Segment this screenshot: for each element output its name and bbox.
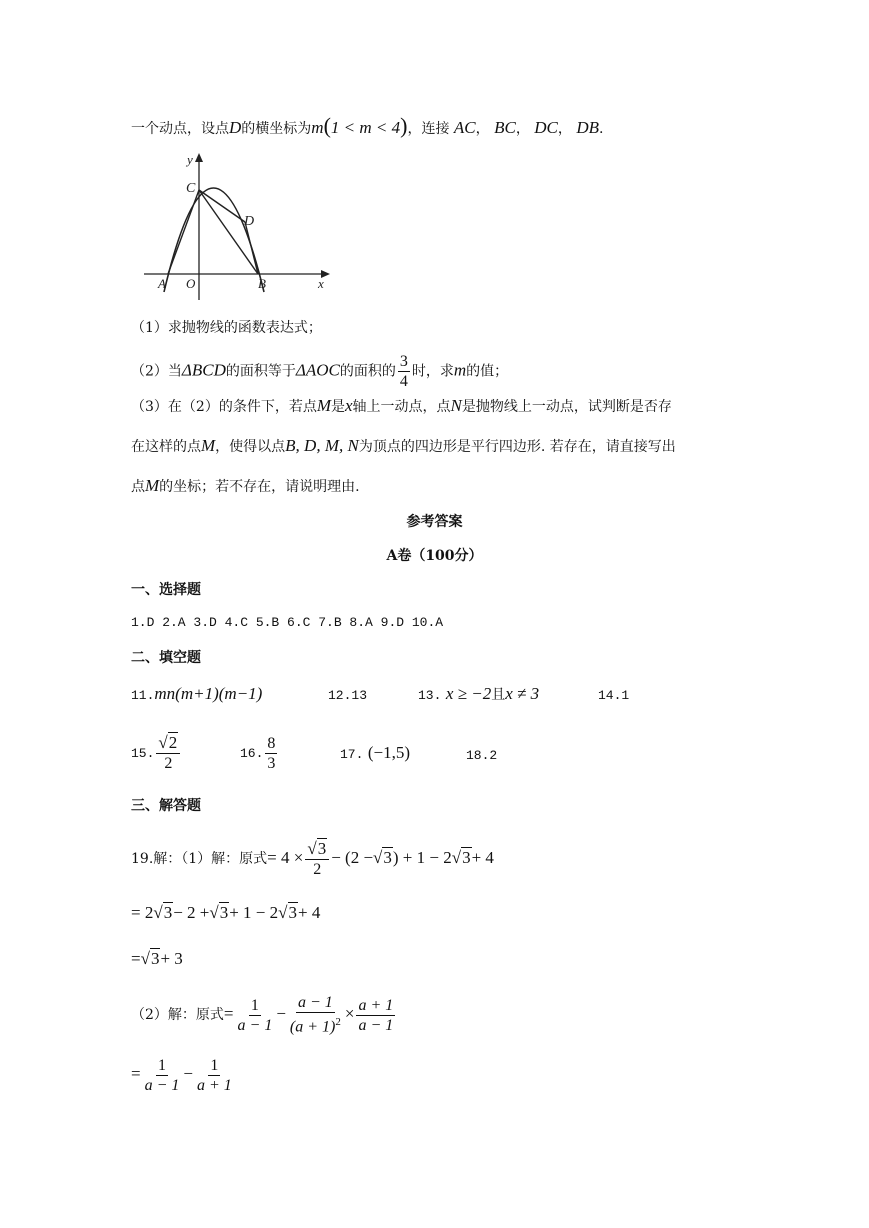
segment-dc: DC [534,118,558,137]
question-2: （2）当ΔBCD的面积等于ΔAOC的面积的 $\frac{3}{4}$ 时，求m的值； [131,353,509,390]
label-y: y [187,152,193,167]
segment-ac-line [168,190,199,274]
solution-19-line-1: 19.解：（1）解：原式= 4 × $\frac{√3}{2}$ − (2 −√3) + 1 − 2√3+ 4 [131,839,494,878]
answer-14: 14.1 [598,688,630,703]
segment-dc-line [199,190,245,222]
intro-prefix: 一个动点，设点 [131,121,229,137]
label-x: x [318,276,324,291]
section-2-heading: 二、填空题 [131,650,201,666]
answer-12: 12.13 [328,688,368,703]
parabola-figure [130,150,340,302]
triangle-aoc: ΔAOC [295,360,340,380]
label-d: D [244,214,255,229]
solution-19b-line-1: （2）解：原式= $\frac{1}{a - 1}$ − $\frac{a - 1}{(a + 1)^2}$ × $\frac{a + 1}{a - 1}$ [131,994,394,1036]
segment-db-line [245,222,258,274]
question-3-line-1: （3）在（2）的条件下，若点M是x轴上一动点，点N是抛物线上一动点，试判断是否存 [131,396,672,415]
answer-11: 11.mn(m+1)(m−1) [131,684,263,703]
y-axis-arrow [195,153,203,162]
answer-17: 17. (−1,5) [340,743,411,762]
intro-range: (1 < m < 4) [323,113,408,138]
answer-15: 15. $\frac{√2}{2}$ [131,732,182,775]
answers-title: 参考答案 [406,514,463,530]
solution-19-line-3: =√3+ 3 [131,949,183,968]
label-c: C [186,181,196,196]
label-b: B [258,276,266,291]
intro-point-d: D [229,118,242,137]
choice-answers: 1.D 2.A 3.D 4.C 5.B 6.C 7.B 8.A 9.D 10.A [131,615,444,630]
section-3-heading: 三、解答题 [131,798,201,814]
question-1: （1）求抛物线的函数表达式； [131,320,322,336]
intro-var-m: m [311,118,324,137]
answer-13: 13. x ≥ −2且x ≠ 3 [418,684,540,703]
question-3-line-2: 在这样的点M，使得以点B, D, M, N为顶点的四边形是平行四边形. 若存在，请直接写出 [131,436,676,455]
section-1-heading: 一、选择题 [131,582,201,598]
intro-mid: 的横坐标为 [241,121,312,137]
label-a: A [158,276,166,291]
triangle-bcd: ΔBCD [181,360,226,380]
segment-db: DB [576,118,600,137]
intro-suffix: ，连接 [407,121,450,137]
segment-ac: AC [453,118,476,137]
answer-16: 16. $\frac{8}{3}$ [240,734,276,772]
solution-19b-line-2: = $\frac{1}{a - 1}$ − $\frac{1}{a + 1}$ [131,1056,232,1094]
answer-18: 18.2 [466,748,498,763]
segment-bc-line [199,190,258,274]
solution-19-line-2: = 2√3− 2 +√3+ 1 − 2√3+ 4 [131,903,321,922]
answers-subtitle: A卷（100分） [386,548,483,564]
question-3-line-3: 点M的坐标；若不存在，请说明理由. [131,476,360,495]
label-o: O [186,276,196,291]
intro-line: 一个动点，设点D的横坐标为m(1 < m < 4)，连接 AC， BC， DC， DB. [131,113,604,138]
fraction-three-quarters: $\frac{3}{4}$ [399,353,408,390]
segment-bc: BC [494,118,516,137]
